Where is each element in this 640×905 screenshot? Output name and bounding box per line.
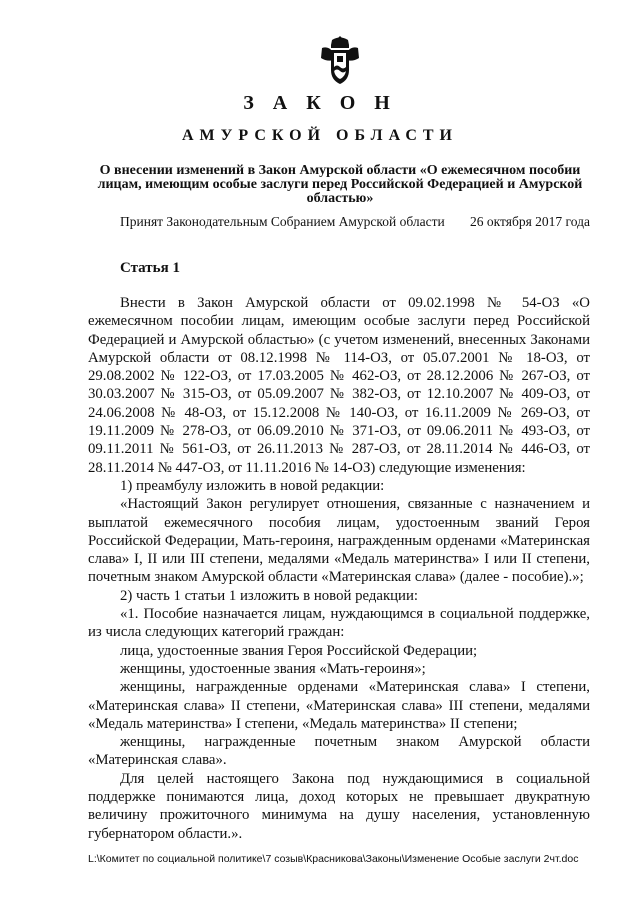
law-subject: О внесении изменений в Закон Амурской области «О ежемесячном пособии лицам, имеющим особые заслуги перед Российской Федерацией и Амурской областью» bbox=[97, 163, 583, 206]
article-heading: Статья 1 bbox=[120, 260, 180, 276]
paragraph: «Настоящий Закон регулирует отношения, связанные с назначением и выплатой ежемесячного пособия лицам, удостоенным званий Героя Российской Федерации, Мать-героиня, награжденным орденами «Материнская слава» I, II или III степени, медалями «Медаль материнства» I или II степени, почетным знаком Амурской области «Материнская слава» (далее - пособие).»; bbox=[88, 496, 590, 586]
region-name: АМУРСКОЙ ОБЛАСТИ bbox=[182, 127, 458, 144]
paragraph: 1) преамбулу изложить в новой редакции: bbox=[120, 477, 385, 494]
paragraph: 2) часть 1 статьи 1 изложить в новой редакции: bbox=[120, 587, 419, 604]
law-title: З А К О Н bbox=[243, 92, 397, 114]
paragraph: женщины, награжденные орденами «Материнская слава» I степени, «Материнская слава» II степени, «Материнская слава» III степени, медалями «Медаль материнства» I степени, «Медаль материнства» II степени; bbox=[88, 679, 590, 732]
paragraph: лица, удостоенные звания Героя Российской Федерации; bbox=[120, 642, 478, 659]
adopted-date: 26 октября 2017 года bbox=[470, 214, 590, 229]
adoption-line bbox=[120, 214, 590, 230]
paragraph: Внести в Закон Амурской области от 09.02.1998 № 54-ОЗ «О ежемесячном пособии лицам, имеющим особые заслуги перед Российской Федерацией и Амурской областью» (с учетом изменений, внесенных Законами Амурской области от 08.12.1998 № 114-ОЗ, от 05.07.2001 № 18-ОЗ, от 29.08.2002 № 122-ОЗ, от 17.03.2005 № 462-ОЗ, от 28.12.2006 № 267-ОЗ, от 30.03.2007 № 315-ОЗ, от 05.09.2007 № 382-ОЗ, от 12.10.2007 № 409-ОЗ, от 24.06.2008 № 48-ОЗ, от 15.12.2008 № 140-ОЗ, от 16.11.2009 № 269-ОЗ, от 19.11.2009 № 278-ОЗ, от 06.09.2010 № 371-ОЗ, от 09.06.2011 № 493-ОЗ, от 09.11.2011 № 561-ОЗ, от 26.11.2013 № 287-ОЗ, от 28.11.2014 № 446-ОЗ, от 28.11.2014 № 447-ОЗ, от 11.11.2016 № 14-ОЗ) следующие изменения: bbox=[88, 295, 590, 476]
file-path-footer: L:\Комитет по социальной политике\7 созыв\Красникова\Законы\Изменение Особые заслуги 2чт.doc bbox=[88, 853, 579, 865]
paragraph: женщины, награжденные почетным знаком Амурской области «Материнская слава». bbox=[88, 734, 590, 769]
adopted-by: Принят Законодательным Собранием Амурской области bbox=[120, 214, 445, 229]
paragraph: «1. Пособие назначается лицам, нуждающимся в социальной поддержке, из числа следующих категорий граждан: bbox=[88, 606, 590, 641]
coat-of-arms-icon bbox=[319, 36, 361, 86]
article-body bbox=[88, 294, 590, 843]
paragraph: Для целей настоящего Закона под нуждающимися в социальной поддержке понимаются лица, доход которых не превышает двукратную величину прожиточного минимума на душу населения, установленную губернатором области.». bbox=[88, 770, 590, 842]
paragraph: женщины, удостоенные звания «Мать-героиня»; bbox=[120, 660, 426, 677]
